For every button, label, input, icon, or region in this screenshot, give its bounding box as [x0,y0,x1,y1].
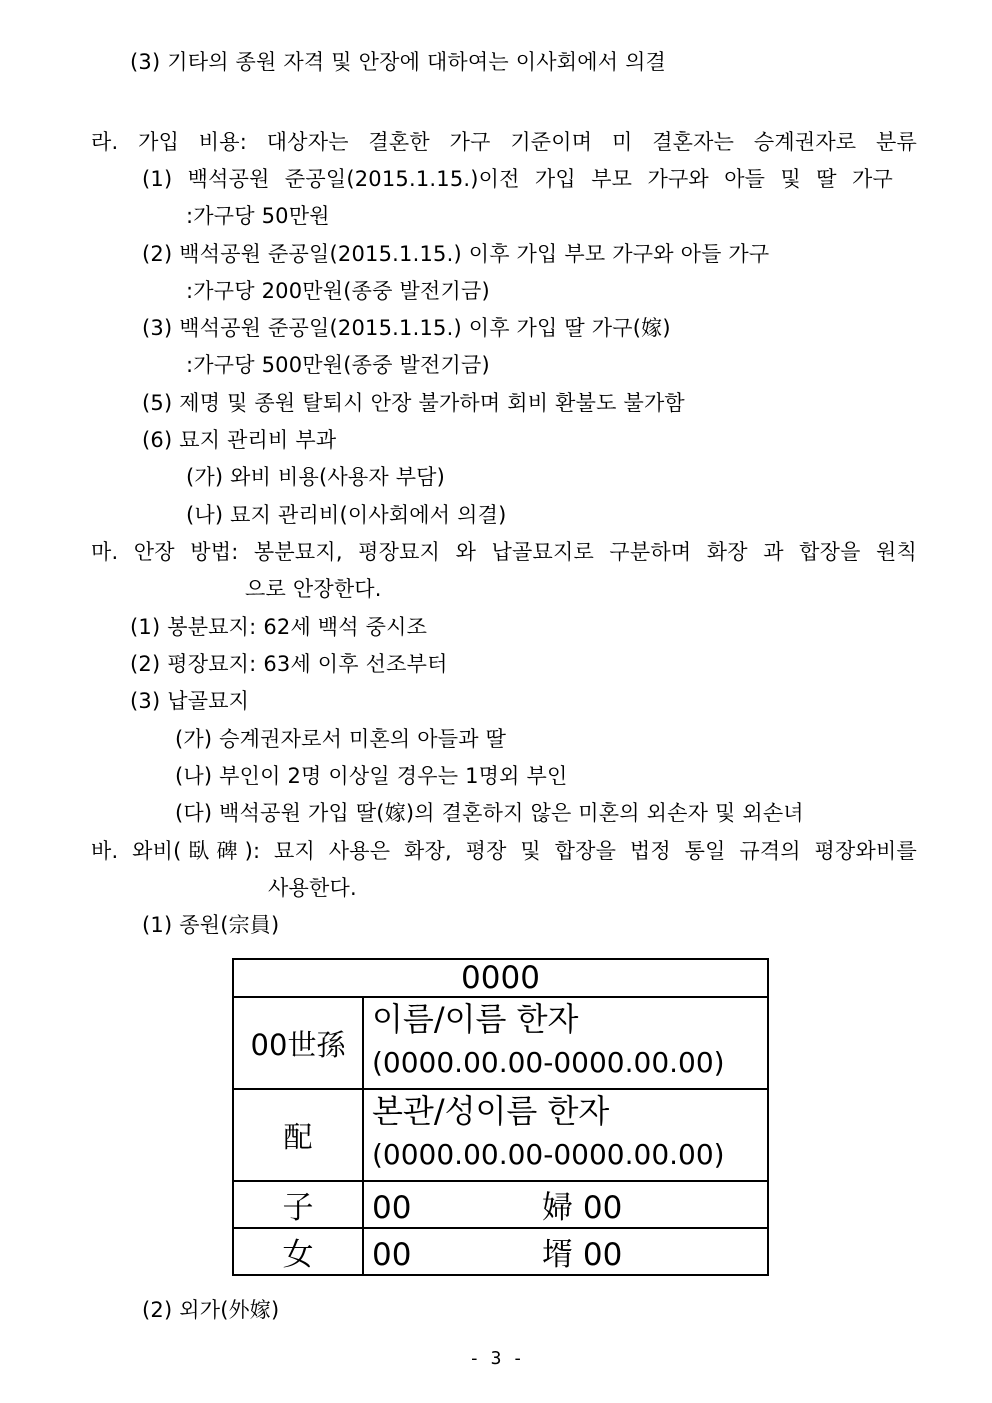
text-line: 사용한다. [268,876,357,900]
text-line: (6) 묘지 관리비 부과 [142,428,337,452]
text-line: :가구당 500만원(종중 발전기금) [186,353,490,377]
dates-text: (0000.00.00-0000.00.00) [372,1046,725,1079]
text-line: (1) 봉분묘지: 62세 백석 중시조 [130,615,428,639]
daughter-in-law-name: 婦 00 [542,1190,623,1226]
son-name: 00 [372,1190,412,1226]
text-line: (1) 종원(宗員) [142,913,280,937]
spouse-name-cell [363,1089,768,1181]
daughter-label-cell: 女 [233,1228,363,1275]
son-label-cell: 子 [233,1181,363,1228]
text-line: (2) 평장묘지: 63세 이후 선조부터 [130,652,448,676]
spouse-dates-text: (0000.00.00-0000.00.00) [372,1138,725,1171]
name-cell [363,997,768,1089]
section-heading: 바. 와비(臥碑): 묘지 사용은 화장, 평장 및 합장을 법정 통일 규격의 평장와비를 [91,839,917,863]
spouse-label-cell: 配 [233,1089,363,1181]
text-line: (2) 외가(外嫁) [142,1298,280,1322]
generation-cell: 00世孫 [233,997,363,1089]
name-text: 이름/이름 한자 [372,1000,579,1038]
text-line: 으로 안장한다. [245,577,382,601]
text-line: (다) 백석공원 가입 딸(嫁)의 결혼하지 않은 미혼의 외손자 및 외손녀 [175,801,804,825]
section-heading: 라. 가입 비용: 대상자는 결혼한 가구 기준이며 미 결혼자는 승계권자로 분류 [91,130,917,154]
section-heading: 마. 안장 방법: 봉분묘지, 평장묘지 와 납골묘지로 구분하며 화장 과 합장을 원칙 [91,540,917,564]
tombstone-layout-table [232,958,769,1276]
text-line: (3) 납골묘지 [130,689,250,713]
text-line: (가) 승계권자로서 미혼의 아들과 딸 [175,727,507,751]
text-line: (1) 백석공원 준공일(2015.1.15.)이전 가입 부모 가구와 아들 및 딸 가구 [142,167,893,191]
text-line: (2) 백석공원 준공일(2015.1.15.) 이후 가입 부모 가구와 아들 가구 [142,242,770,266]
text-line: (가) 와비 비용(사용자 부담) [186,465,446,489]
spouse-name-text: 본관/성이름 한자 [372,1092,610,1130]
text-line: (3) 백석공원 준공일(2015.1.15.) 이후 가입 딸 가구(嫁) [142,316,671,340]
table-header: 0000 [233,959,768,997]
text-line: (나) 부인이 2명 이상일 경우는 1명외 부인 [175,764,568,788]
text-line: (3) 기타의 종원 자격 및 안장에 대하여는 이사회에서 의결 [130,50,667,74]
text-line: :가구당 200만원(종중 발전기금) [186,279,490,303]
text-line: (나) 묘지 관리비(이사회에서 의결) [186,503,507,527]
daughter-cell [363,1228,768,1275]
daughter-name: 00 [372,1237,412,1273]
son-cell [363,1181,768,1228]
page-number: - 3 - [468,1348,524,1369]
text-line: :가구당 50만원 [186,204,330,228]
son-in-law-name: 壻 00 [542,1237,623,1273]
text-line: (5) 제명 및 종원 탈퇴시 안장 불가하며 회비 환불도 불가함 [142,391,685,415]
